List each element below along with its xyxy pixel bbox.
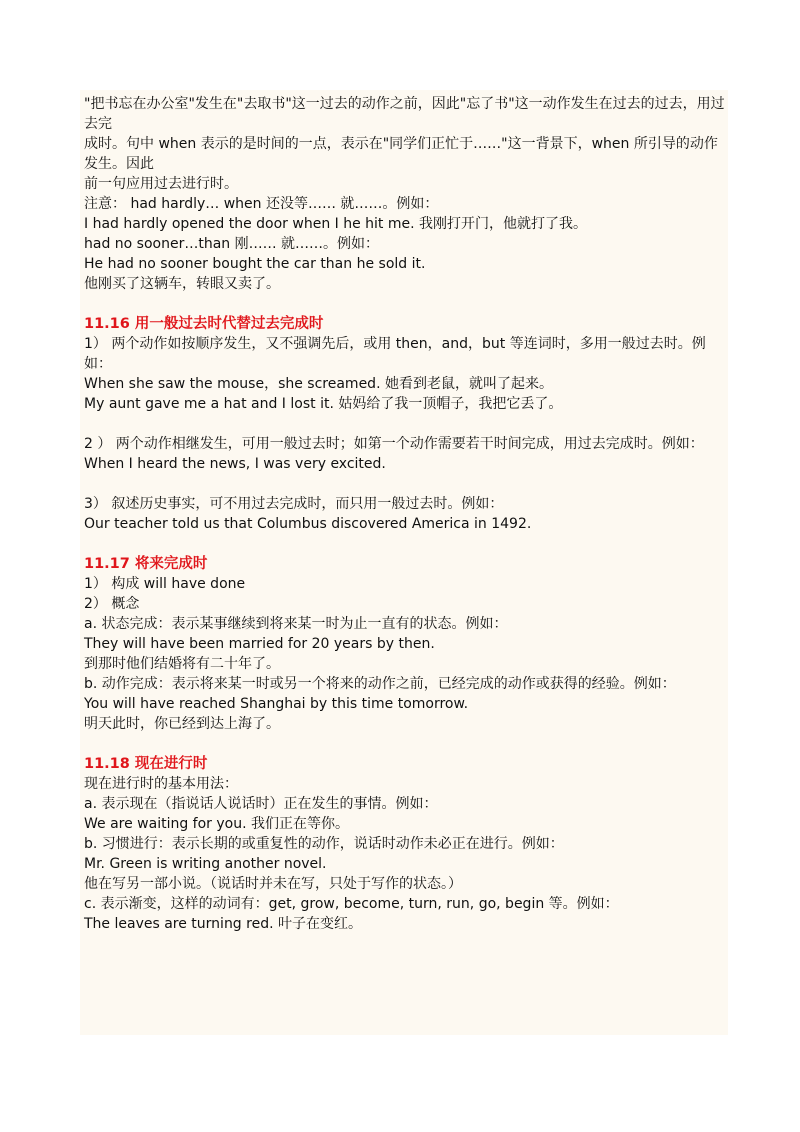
paragraph-line: 前一句应用过去进行时。 bbox=[84, 176, 238, 192]
paragraph-line: "把书忘在办公室"发生在"去取书"这一过去的动作之前，因此"忘了书"这一动作发生在过去的过去，用过去完 bbox=[84, 96, 725, 132]
example-sentence: When I heard the news, I was very excited. bbox=[84, 456, 386, 472]
rule-item: 现在进行时的基本用法： bbox=[84, 776, 238, 792]
section-heading: 11.16 用一般过去时代替过去完成时 bbox=[84, 316, 324, 332]
example-sentence: They will have been married for 20 years by then. bbox=[84, 636, 435, 652]
example-sentence: The leaves are turning red. 叶子在变红。 bbox=[84, 916, 362, 932]
example-sentence: You will have reached Shanghai by this time tomorrow. bbox=[84, 696, 469, 712]
section-11-18 bbox=[84, 754, 726, 934]
rule-item: c. 表示渐变，这样的动词有：get, grow, become, turn, run, go, begin 等。例如： bbox=[84, 896, 619, 912]
rule-item: 1） 构成 will have done bbox=[84, 576, 246, 592]
spacer bbox=[84, 474, 726, 494]
section-heading: 11.17 将来完成时 bbox=[84, 556, 208, 572]
section-heading: 11.18 现在进行时 bbox=[84, 756, 208, 772]
example-translation: 到那时他们结婚将有二十年了。 bbox=[84, 656, 280, 672]
rule-item: 1） 两个动作如按顺序发生，又不强调先后，或用 then，and，but 等连词时，多用一般过去时。例如： bbox=[84, 336, 706, 372]
example-sentence: Our teacher told us that Columbus discovered America in 1492. bbox=[84, 516, 532, 532]
example-translation: 他在写另一部小说。（说话时并未在写，只处于写作的状态。） bbox=[84, 876, 462, 892]
example-sentence: He had no sooner bought the car than he sold it. bbox=[84, 256, 426, 272]
example-sentence: Mr. Green is writing another novel. bbox=[84, 856, 327, 872]
rule-item: 2） 概念 bbox=[84, 596, 140, 612]
rule-item: a. 表示现在（指说话人说话时）正在发生的事情。例如： bbox=[84, 796, 438, 812]
document-body bbox=[80, 90, 728, 934]
section-11-16 bbox=[84, 314, 726, 534]
spacer bbox=[84, 534, 726, 554]
example-translation: 他刚买了这辆车，转眼又卖了。 bbox=[84, 276, 280, 292]
rule-item: b. 动作完成：表示将来某一时或另一个将来的动作之前，已经完成的动作或获得的经验。例如： bbox=[84, 676, 676, 692]
example-sentence: When she saw the mouse，she screamed. 她看到老鼠，就叫了起来。 bbox=[84, 376, 553, 392]
rule-item: 2 ） 两个动作相继发生，可用一般过去时；如第一个动作需要若干时间完成，用过去完成时。例如： bbox=[84, 436, 704, 452]
example-sentence: My aunt gave me a hat and I lost it. 姑妈给了我一顶帽子，我把它丢了。 bbox=[84, 396, 563, 412]
example-sentence: I had hardly opened the door when I he hit me. 我刚打开门，他就打了我。 bbox=[84, 216, 588, 232]
rule-item: a. 状态完成：表示某事继续到将来某一时为止一直有的状态。例如： bbox=[84, 616, 508, 632]
rule-item: 3） 叙述历史事实，可不用过去完成时，而只用一般过去时。例如： bbox=[84, 496, 504, 512]
rule-item: b. 习惯进行：表示长期的或重复性的动作，说话时动作未必正在进行。例如： bbox=[84, 836, 564, 852]
document-page bbox=[80, 90, 728, 1035]
example-translation: 明天此时，你已经到达上海了。 bbox=[84, 716, 280, 732]
spacer bbox=[84, 734, 726, 754]
spacer bbox=[84, 414, 726, 434]
paragraph-line: had no sooner…than 刚…… 就……。例如： bbox=[84, 236, 380, 252]
example-sentence: We are waiting for you. 我们正在等你。 bbox=[84, 816, 350, 832]
spacer bbox=[84, 294, 726, 314]
section-11-17 bbox=[84, 554, 726, 734]
previous-section-text bbox=[84, 94, 726, 294]
note-line: 注意： had hardly… when 还没等…… 就……。例如： bbox=[84, 196, 439, 212]
paragraph-line: 成时。句中 when 表示的是时间的一点，表示在"同学们正忙于……"这一背景下，when 所引导的动作发生。因此 bbox=[84, 136, 718, 172]
